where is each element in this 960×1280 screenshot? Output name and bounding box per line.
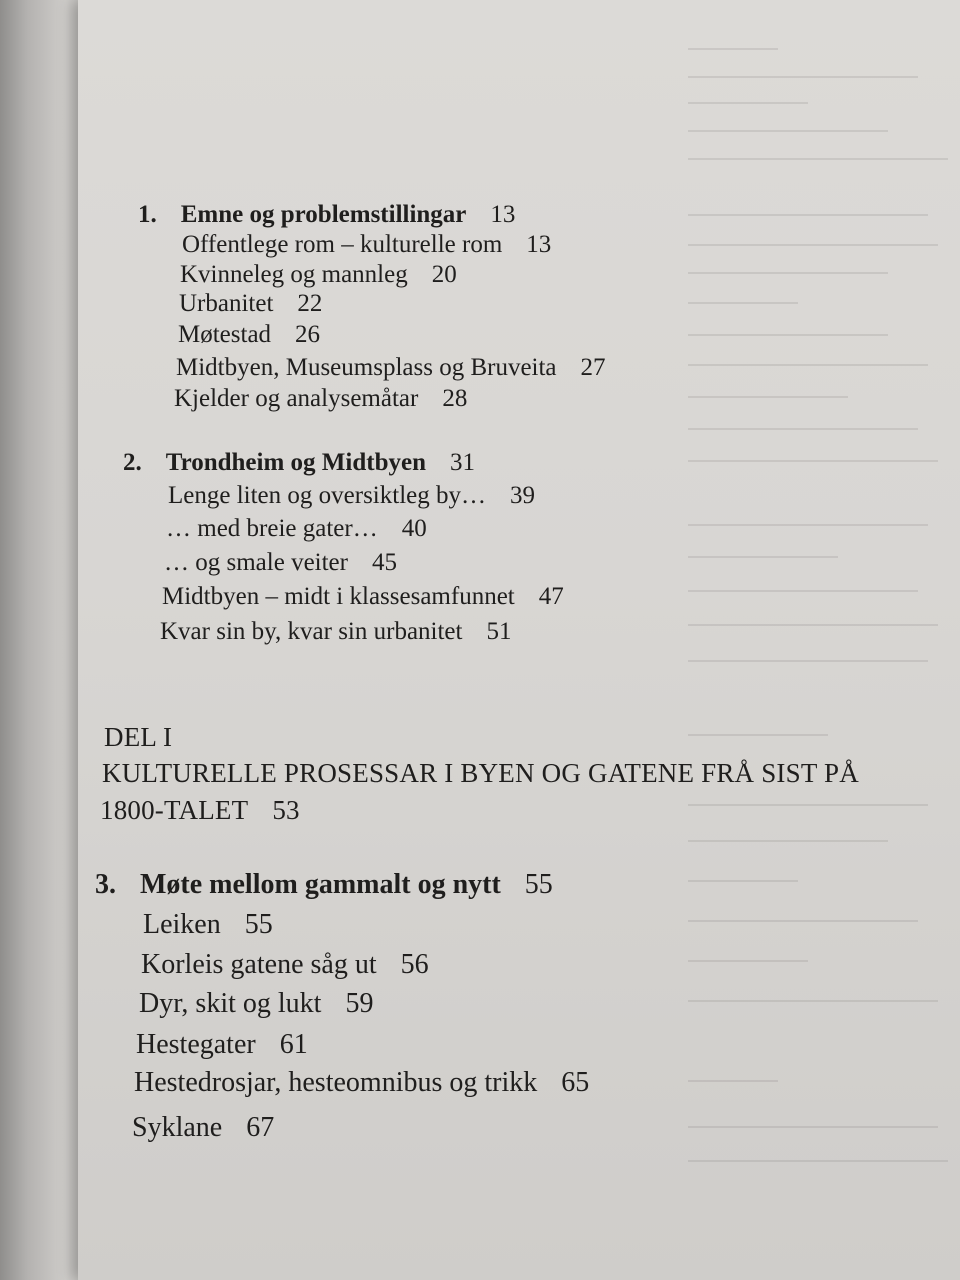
part-page: 53 xyxy=(272,795,300,825)
entry-text: Urbanitet xyxy=(179,290,274,317)
entry-text: … og smale veiter xyxy=(164,549,348,576)
part-title-line-1: KULTURELLE PROSESSAR I BYEN OG GATENE FRÅ SIST PÅ xyxy=(102,758,859,788)
part-title-text: 1800-TALET xyxy=(100,795,249,825)
entry-text: Kvinneleg og mannleg xyxy=(180,261,408,288)
toc-entry xyxy=(180,260,457,290)
entry-page: 61 xyxy=(279,1029,308,1060)
chapter-title: Trondheim og Midtbyen xyxy=(165,449,426,476)
entry-text: Kvar sin by, kvar sin urbanitet xyxy=(160,618,463,645)
entry-text: Syklane xyxy=(132,1112,223,1143)
toc-entry xyxy=(168,481,535,511)
entry-text: Midtbyen, Museumsplass og Bruveita xyxy=(176,354,557,381)
toc-entry xyxy=(166,514,427,544)
entry-text: Kjelder og analysemåtar xyxy=(174,385,419,412)
chapter-page: 55 xyxy=(524,869,553,900)
entry-page: 65 xyxy=(561,1067,590,1098)
toc-entry xyxy=(132,1113,274,1143)
entry-text: … med breie gater… xyxy=(166,515,378,542)
entry-page: 45 xyxy=(371,549,397,576)
toc-chapter-1 xyxy=(138,200,515,230)
entry-page: 20 xyxy=(431,261,457,288)
toc-chapter-2 xyxy=(123,448,475,478)
entry-page: 67 xyxy=(246,1112,275,1143)
toc-entry xyxy=(182,230,551,260)
toc-entry xyxy=(136,1030,308,1060)
toc-entry xyxy=(164,548,397,578)
toc-entry xyxy=(179,289,322,319)
entry-page: 28 xyxy=(442,385,468,412)
toc-chapter-3 xyxy=(95,870,553,900)
entry-text: Lenge liten og oversiktleg by… xyxy=(168,482,486,509)
toc-entry xyxy=(160,617,511,647)
part-title-line-2 xyxy=(100,795,300,825)
entry-page: 47 xyxy=(538,583,564,610)
entry-page: 27 xyxy=(580,354,606,381)
chapter-page: 31 xyxy=(449,449,475,476)
toc-entry xyxy=(162,582,564,612)
chapter-title: Emne og problemstillingar xyxy=(180,201,467,228)
entry-page: 26 xyxy=(295,321,321,348)
entry-page: 59 xyxy=(345,988,374,1019)
chapter-number: 2. xyxy=(123,449,142,476)
entry-page: 13 xyxy=(526,231,552,258)
entry-text: Hestedrosjar, hesteomnibus og trikk xyxy=(134,1067,538,1098)
entry-page: 40 xyxy=(401,515,427,542)
toc-entry xyxy=(174,384,467,414)
entry-text: Dyr, skit og lukt xyxy=(139,988,322,1019)
toc-entry xyxy=(141,950,429,980)
chapter-number: 3. xyxy=(95,869,116,900)
entry-page: 51 xyxy=(486,618,512,645)
entry-text: Hestegater xyxy=(136,1029,256,1060)
toc-entry xyxy=(176,353,606,383)
entry-page: 55 xyxy=(244,909,273,940)
entry-page: 56 xyxy=(400,949,429,980)
toc-entry xyxy=(134,1068,589,1098)
entry-text: Korleis gatene såg ut xyxy=(141,949,377,980)
chapter-title: Møte mellom gammalt og nytt xyxy=(140,869,501,900)
entry-text: Leiken xyxy=(143,909,221,940)
entry-page: 22 xyxy=(297,290,323,317)
toc-entry xyxy=(178,320,320,350)
entry-text: Midtbyen – midt i klassesamfunnet xyxy=(162,583,515,610)
part-label: DEL I xyxy=(104,722,173,752)
toc-entry xyxy=(139,989,373,1019)
chapter-number: 1. xyxy=(138,201,157,228)
toc-entry xyxy=(143,910,273,940)
chapter-page: 13 xyxy=(490,201,516,228)
entry-text: Møtestad xyxy=(178,321,272,348)
entry-text: Offentlege rom – kulturelle rom xyxy=(182,231,503,258)
entry-page: 39 xyxy=(509,482,535,509)
